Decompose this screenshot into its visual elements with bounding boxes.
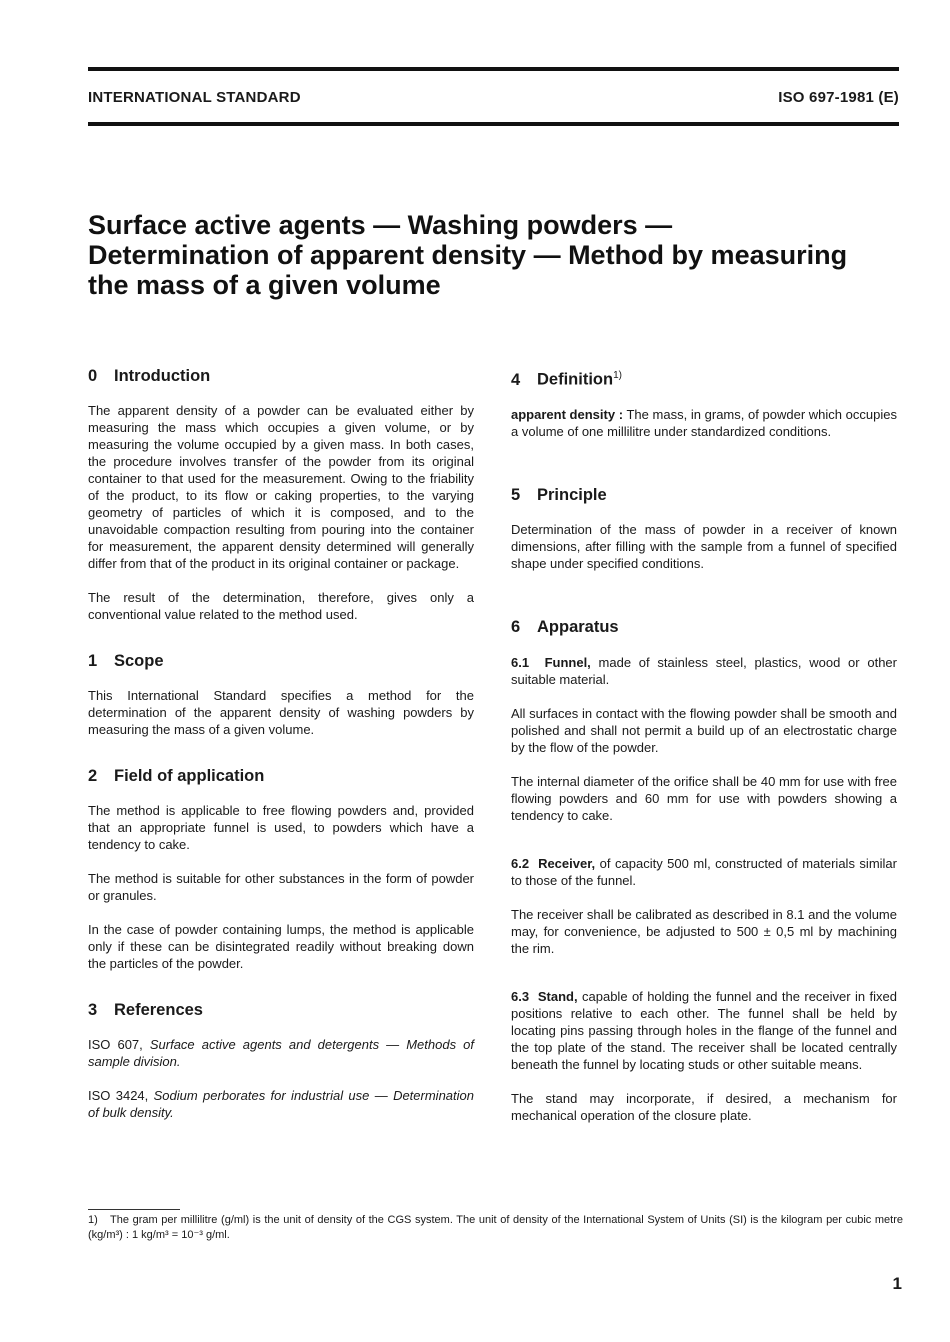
- header-rule-top: [88, 67, 899, 71]
- reference-iso-607: [88, 1036, 474, 1070]
- header-standard-number: ISO 697-1981 (E): [778, 89, 899, 106]
- subsection-title: Funnel,: [544, 654, 591, 670]
- subsection-6-3: [511, 988, 897, 1073]
- header-standard-label: INTERNATIONAL STANDARD: [88, 89, 301, 106]
- section-title: Principle: [537, 485, 607, 504]
- left-column: [88, 364, 474, 1121]
- subsection-number: 6.1: [511, 654, 530, 670]
- scope-paragraph: This International Standard specifies a method for the determination of the apparent density of washing powders by measuring the mass of a given volume.: [88, 688, 474, 737]
- footnote: [88, 1213, 903, 1243]
- definition-text: The mass, in grams, of powder which occupies a volume of one millilitre under standardized conditions.: [511, 406, 897, 439]
- section-title: Scope: [114, 652, 164, 670]
- section-title: References: [114, 1001, 203, 1019]
- section-title: Field of application: [114, 767, 265, 785]
- reference-code: ISO 607,: [88, 1037, 143, 1052]
- receiver-paragraph-2: The receiver shall be calibrated as described in 8.1 and the volume may, for convenience, be adjusted to 500 ± 0,5 ml by machining the rim.: [511, 906, 897, 956]
- section-number: 1: [88, 652, 98, 670]
- section-number: 5: [511, 485, 521, 504]
- footnote-text: The gram per millilitre (g/ml) is the unit of density of the CGS system. The unit of density of the International System of Units (SI) is the kilogram per cubic metre (kg/m³) : 1 kg/m³ = 10⁻³ g/ml.: [88, 1214, 903, 1241]
- section-title: Definition: [537, 370, 614, 389]
- intro-paragraph-1: The apparent density of a powder can be evaluated either by measuring the mass which occupies a given volume, or by measuring the volume occupied by a given mass. In both cases, the procedure involves transfer of the powder from its original container to that used for the measurement. Owing to the friability of the product, to its flow or caking properties, to the varying geometry of particles of which it is composed, and to the unavoidable compaction resulting from pouring into the container for measurement, the apparent density determined will generally differ from that of the product in its original container or package.: [88, 403, 474, 571]
- definition-paragraph: [511, 406, 897, 440]
- stand-paragraph-2: The stand may incorporate, if desired, a mechanism for mechanical operation of the closure plate.: [511, 1090, 897, 1123]
- section-number: 2: [88, 767, 98, 785]
- section-1-heading: [88, 649, 474, 673]
- section-number: 3: [88, 1001, 98, 1019]
- subsection-text: of capacity 500 ml, constructed of materials similar to those of the funnel.: [511, 855, 897, 888]
- section-3-heading: [88, 998, 474, 1022]
- subsection-text: capable of holding the funnel and the receiver in fixed positions relative to each other. The funnel shall be held by locating pins passing through holes in the flange of the funnel and the top plate of the stand. The receiver shall be located centrally beneath the funnel by locating studs or other suitable means.: [511, 988, 897, 1072]
- footnote-mark: 1): [613, 370, 622, 381]
- funnel-paragraph-2: All surfaces in contact with the flowing powder shall be smooth and polished and shall not permit a build up of an electrostatic charge by the flow of the powder.: [511, 705, 897, 755]
- footnote-rule: [88, 1209, 180, 1210]
- definition-term: apparent density :: [511, 406, 624, 422]
- page-number: 1: [892, 1274, 902, 1293]
- subsection-6-1: [511, 654, 897, 688]
- section-title: Apparatus: [537, 617, 619, 636]
- reference-title: Surface active agents and detergents — Methods of sample division.: [88, 1037, 474, 1069]
- right-column: [511, 364, 897, 1124]
- reference-title: Sodium perborates for industrial use — Determination of bulk density.: [88, 1088, 474, 1120]
- section-2-heading: [88, 764, 474, 788]
- principle-paragraph: Determination of the mass of powder in a receiver of known dimensions, after filling with the sample from a funnel of specified shape under specified conditions.: [511, 521, 897, 571]
- subsection-text: made of stainless steel, plastics, wood or other suitable material.: [511, 654, 897, 687]
- section-number: 4: [511, 370, 521, 389]
- footnote-number: 1): [88, 1214, 98, 1226]
- field-paragraph-2: The method is suitable for other substances in the form of powder or granules.: [88, 871, 474, 903]
- document-title: Surface active agents — Washing powders — Determination of apparent density — Method by measuring the mass of a given volume: [88, 210, 848, 300]
- field-paragraph-1: The method is applicable to free flowing powders and, provided that an appropriate funnel is used, to powders which have a tendency to cake.: [88, 803, 474, 852]
- section-0-heading: [88, 364, 474, 388]
- section-number: 6: [511, 617, 521, 636]
- subsection-number: 6.2: [511, 855, 530, 871]
- intro-paragraph-2: The result of the determination, therefore, gives only a conventional value related to the method used.: [88, 590, 474, 622]
- funnel-paragraph-3: The internal diameter of the orifice shall be 40 mm for use with free flowing powders and 60 mm for use with powders showing a tendency to cake.: [511, 773, 897, 823]
- section-title: Introduction: [114, 367, 211, 385]
- header-rule-bottom: [88, 122, 899, 126]
- field-paragraph-3: In the case of powder containing lumps, the method is applicable only if these can be disintegrated readily without breaking down the particles of the powder.: [88, 922, 474, 971]
- subsection-title: Receiver,: [538, 855, 596, 871]
- reference-code: ISO 3424,: [88, 1088, 149, 1103]
- subsection-6-2: [511, 855, 897, 889]
- section-number: 0: [88, 367, 98, 385]
- section-4-heading: [511, 364, 897, 392]
- subsection-title: Stand,: [537, 988, 578, 1004]
- section-5-heading: [511, 483, 897, 507]
- subsection-number: 6.3: [511, 988, 530, 1004]
- reference-iso-3424: [88, 1087, 474, 1121]
- section-6-heading: [511, 615, 897, 639]
